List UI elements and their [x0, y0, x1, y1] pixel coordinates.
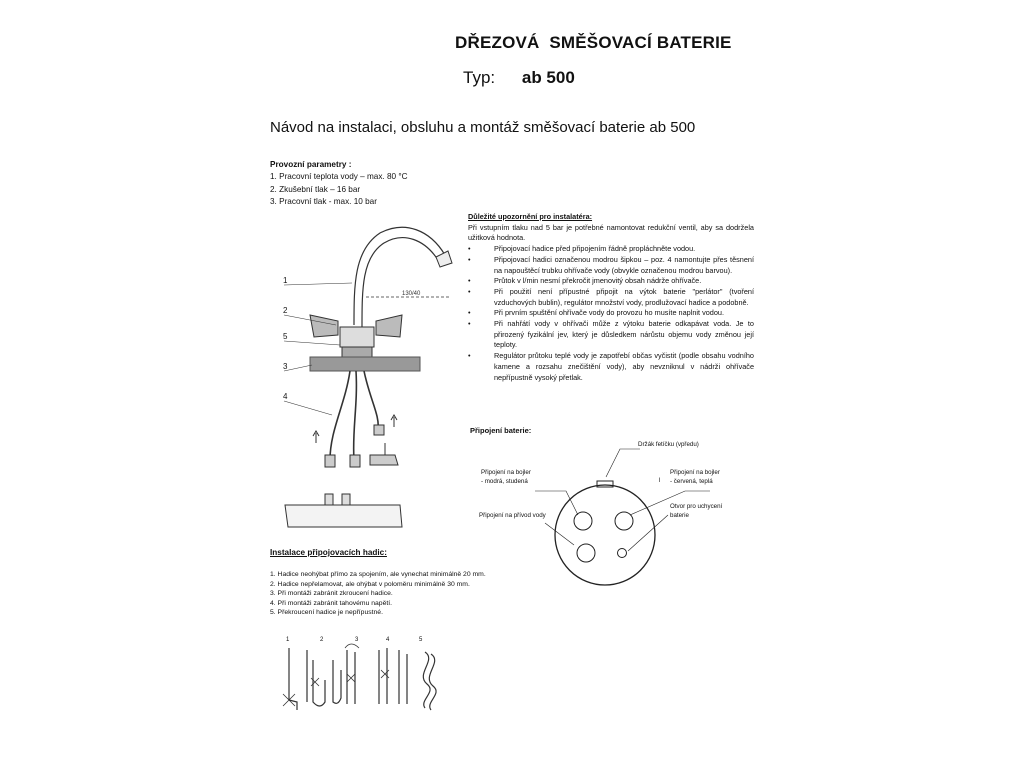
hose-instruction: 3. Při montáži zabránit zkroucení hadice. — [270, 590, 393, 598]
parameter-item: 2. Zkušební tlak – 16 bar — [270, 184, 361, 194]
hose-instruction: 2. Hadice nepřelamovat, ale ohýbat v poloměru minimálně 30 mm. — [270, 580, 470, 588]
water-supply-label: Připojení na přívod vody — [479, 512, 546, 519]
notice-bullet-item: • Při prvním spuštění ohřívače vody do provozu ho musíte naplnit vodou. — [468, 308, 724, 318]
hose-instruction: 1. Hadice neohýbat přímo za spojením, ale vynechat minimálně 20 mm. — [270, 571, 486, 578]
parameter-item: 3. Pracovní tlak - max. 10 bar — [270, 197, 377, 207]
faucet-part-label: 3 — [283, 362, 288, 371]
boiler-cold-label: Připojení na bojler - modrá, studená — [481, 469, 531, 485]
type-value: ab 500 — [521, 68, 575, 87]
hose-figure-label: 4 — [386, 637, 390, 643]
type-row — [463, 68, 575, 88]
dimension-label: 130/40 — [402, 291, 421, 297]
faucet-part-label: 5 — [283, 332, 288, 341]
notice-bullet-item: • Regulátor průtoku teplé vody je zapotřebí občas vyčistit (podle obsahu vodního kamene a rozsahu znečištění vody), aby nevzniknul v nádrži ohřívače nepřípustně vysoký přetlak. — [468, 351, 754, 382]
parameters-heading: Provozní parametry : — [270, 160, 352, 169]
notice-bullet-item: • Průtok v l/min nesmí překročit jmenovitý obsah nádrže ohřívače. — [468, 276, 702, 286]
installer-notice — [468, 212, 754, 383]
connection-heading: Připojení baterie: — [470, 426, 532, 435]
faucet-part-label: 1 — [283, 276, 288, 285]
document-title: DŘEZOVÁ SMĚŠOVACÍ BATERIE — [455, 33, 732, 52]
hoses-heading: Instalace připojovacích hadic: — [270, 548, 387, 557]
operating-parameters — [270, 159, 470, 209]
notice-bullet-item: • Při použití není přípustné připojit na výtok baterie "perlátor" (tvoření vzduchových bublin), regulátor množství vody, prodlužovací hadice a podobně. — [468, 286, 754, 307]
mount-hole-label: Otvor pro uchycení baterie — [670, 503, 723, 519]
bullet-mark: • — [468, 244, 471, 254]
hose-figures — [275, 640, 445, 715]
faucet-part-label: 4 — [283, 392, 288, 401]
holder-label: Držák fetíčku (vpředu) — [638, 441, 699, 448]
notice-bullet-item: • Při nahřátí vody v ohřívači může z výtoku baterie odkapávat voda. Je to přirozený fyzikální jev, který je důsledkem nárůstu objemu vody změnou její teploty. — [468, 319, 754, 350]
hoses-instructions — [270, 570, 486, 618]
boiler-hot-label: Připojení na bojler - červená, teplá — [670, 469, 720, 485]
notice-bullet-item: • Připojovací hadice před připojením řádně propláchněte vodou. — [468, 244, 696, 254]
bullet-mark: • — [468, 286, 471, 296]
hose-figure-label: 2 — [320, 637, 324, 643]
bullet-mark: • — [468, 276, 471, 286]
bullet-mark: • — [468, 254, 471, 264]
hose-figure-label: 1 — [286, 637, 290, 643]
notice-heading: Důležité upozornění pro instalatéra: — [468, 212, 593, 221]
notice-bullet-item: • Připojovací hadici označenou modrou šipkou – poz. 4 namontujte přes těsnení na napouštěcí trubku ohřívače vody (obvykle označenou modrou barvou). — [468, 254, 754, 275]
stray-mark: l — [659, 477, 661, 484]
bullet-mark: • — [468, 308, 471, 318]
faucet-diagram — [270, 215, 470, 535]
hose-instruction: 5. Překroucení hadice je nepřípustné. — [270, 609, 383, 617]
notice-intro: Při vstupním tlaku nad 5 bar je potřebné namontovat redukční ventil, aby sa dodržela užitková hodnota. — [468, 222, 754, 243]
bullet-mark: • — [468, 319, 471, 329]
parameter-item: 1. Pracovní teplota vody – max. 80 °C — [270, 172, 408, 182]
document-subtitle: Návod na instalaci, obsluhu a montáž směšovací baterie ab 500 — [270, 119, 696, 136]
type-label: Typ: — [463, 68, 496, 87]
hose-figure-label: 5 — [419, 637, 423, 643]
hose-instruction: 4. Při montáži zabránit tahovému napětí. — [270, 599, 393, 607]
bullet-mark: • — [468, 351, 471, 361]
hose-figure-label: 3 — [355, 637, 359, 643]
faucet-part-label: 2 — [283, 306, 288, 315]
